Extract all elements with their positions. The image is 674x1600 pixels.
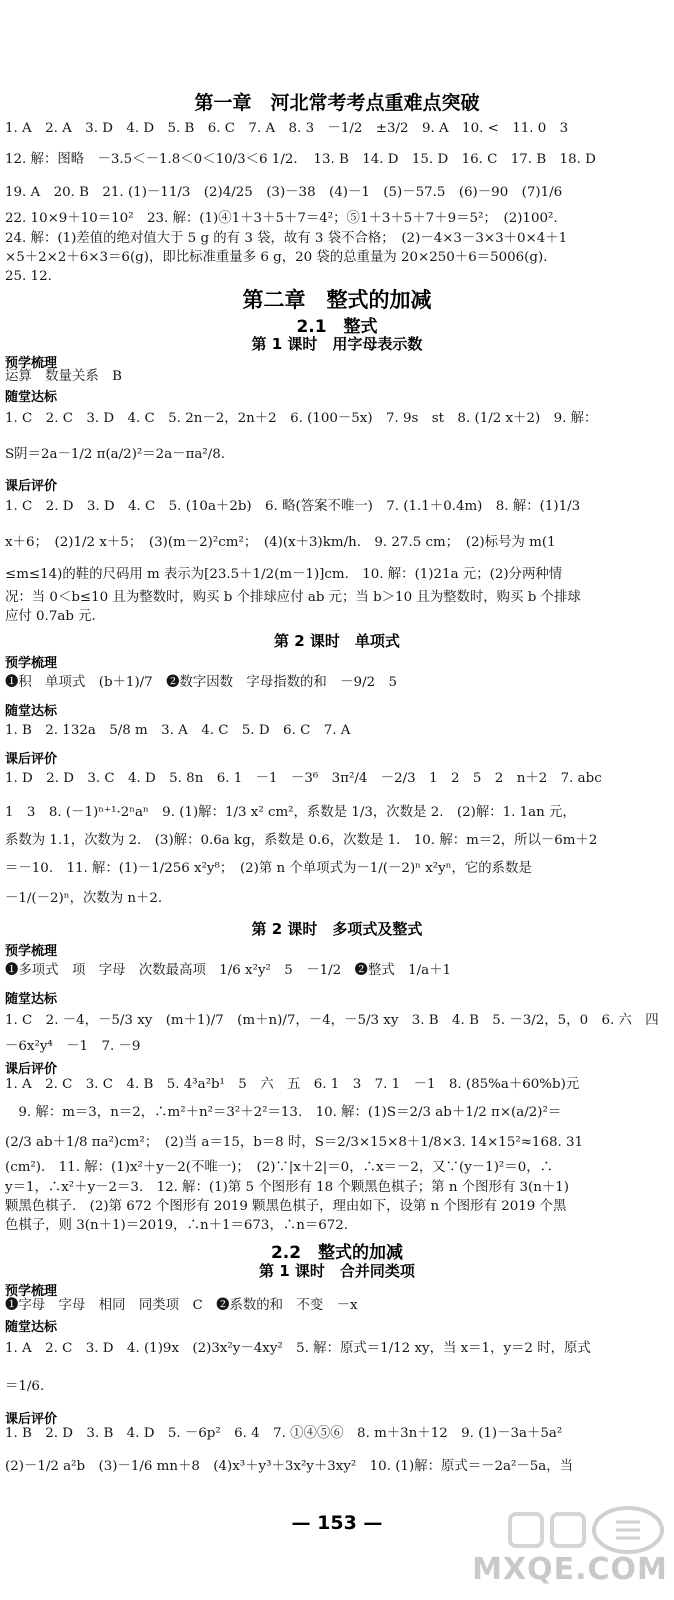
class-label: 随堂达标	[5, 704, 58, 719]
after-line: 色棋子，则 3(n＋1)＝2019，∴n＋1＝673，∴n＝672.	[5, 1218, 349, 1233]
after-line: 系数为 1.1，次数为 2. (3)解：0.6a kg，系数是 0.6，次数是 1. 10. 解：m＝2，所以－6m＋2	[5, 833, 598, 848]
preview-label: 预学梳理	[5, 656, 58, 671]
chapter-1-line: 25. 12.	[5, 269, 52, 284]
preview-label: 预学梳理	[5, 356, 58, 371]
lesson-title: 第 2 课时 单项式	[274, 632, 400, 650]
chapter-1-line: ×5＋2×2＋6×3＝6(g)，即比标准重量多 6 g，20 袋的总重量为 20×250＋6＝5006(g)．	[5, 250, 557, 265]
chapter-1-line: 22. 10×9＋10＝10² 23. 解：(1)④1＋3＋5＋7＝4²；⑤1＋3＋5＋7＋9＝5²； (2)100².	[5, 211, 558, 226]
class-line: S阴＝2a－1/2 π(a/2)²＝2a－πa²/8.	[5, 447, 226, 462]
after-line: y＝1，∴x²＋y－2＝3. 12. 解：(1)第 5 个图形有 18 个颗黑色棋子；第 n 个图形有 3(n＋1)	[5, 1180, 570, 1195]
after-line: 况：当 0＜b≤10 且为整数时，购买 b 个排球应付 ab 元；当 b＞10 且为整数时，购买 b 个排球	[5, 590, 581, 605]
chapter-1-line: 1. A 2. A 3. D 4. D 5. B 6. C 7. A 8. 3 －1/2 ±3/2 9. A 10. < 11. 0 3	[5, 121, 569, 136]
after-line: 1. A 2. C 3. C 4. B 5. 4³a²b¹ 5 六 五 6. 1 3 7. 1 －1 8. (85%a＋60%b)元	[5, 1077, 580, 1092]
class-line: －6x²y⁴ －1 7. －9	[5, 1039, 141, 1054]
preview-line: ❶多项式 项 字母 次数最高项 1/6 x²y² 5 －1/2 ❷整式 1/a＋1	[5, 963, 452, 978]
preview-label: 预学梳理	[5, 1284, 58, 1299]
chapter-1-title: 第一章 河北常考考点重难点突破	[194, 92, 480, 114]
chapter-1-line: 19. A 20. B 21. (1)－11/3 (2)4/25 (3)－38 (4)－1 (5)－57.5 (6)－90 (7)1/6	[5, 185, 563, 200]
after-line: 应付 0.7ab 元.	[5, 609, 96, 624]
after-line: 1. D 2. D 3. C 4. D 5. 8n 6. 1 －1 －3⁶ 3π²/4 －2/3 1 2 5 2 n＋2 7. abc	[5, 771, 602, 786]
chapter-1-line: 12. 解：图略 －3.5＜－1.8＜0＜10/3＜6 1/2． 13. B 14. D 15. D 16. C 17. B 18. D	[5, 152, 596, 167]
watermark-emblem-icon	[470, 1500, 670, 1556]
class-line: 1. B 2. 132a 5/8 m 3. A 4. C 5. D 6. C 7. A	[5, 723, 351, 738]
after-line: 1. C 2. D 3. D 4. C 5. (10a＋2b) 6. 略(答案不唯一) 7. (1.1＋0.4m) 8. 解：(1)1/3	[5, 499, 581, 514]
class-label: 随堂达标	[5, 1320, 58, 1335]
preview-line: ❶字母 字母 相同 同类项 C ❷系数的和 不变 －x	[5, 1298, 358, 1313]
after-label: 课后评价	[5, 479, 58, 494]
preview-label: 预学梳理	[5, 944, 58, 959]
after-line: ＝－10. 11. 解：(1)－1/256 x²y⁸； (2)第 n 个单项式为－1/(－2)ⁿ x²yⁿ，它的系数是	[5, 861, 532, 876]
class-line: 1. C 2. －4，－5/3 xy (m＋1)/7 (m＋n)/7，－4，－5/3 xy 3. B 4. B 5. －3/2，5，0 6. 六 四	[5, 1013, 659, 1028]
after-label: 课后评价	[5, 1412, 58, 1427]
class-label: 随堂达标	[5, 390, 58, 405]
preview-line: ❶积 单项式 (b＋1)/7 ❷数字因数 字母指数的和 －9/2 5	[5, 675, 398, 690]
after-line: －1/(－2)ⁿ，次数为 n＋2.	[5, 891, 163, 906]
after-label: 课后评价	[5, 752, 58, 767]
chapter-2-title: 第二章 整式的加减	[242, 288, 432, 312]
after-line: (2)－1/2 a²b (3)－1/6 mn＋8 (4)x³＋y³＋3x²y＋3xy² 10. (1)解：原式＝－2a²－5a，当	[5, 1459, 574, 1474]
page-number: — 153 —	[291, 1512, 383, 1534]
class-line: 1. C 2. C 3. D 4. C 5. 2n－2，2n＋2 6. (100－5x) 7. 9s st 8. (1/2 x＋2) 9. 解：	[5, 411, 598, 426]
after-line: (2/3 ab＋1/8 πa²)cm²； (2)当 a＝15，b＝8 时，S＝2/3×15×8＋1/8×3. 14×15²≈168. 31	[5, 1135, 584, 1150]
lesson-title: 第 1 课时 合并同类项	[259, 1262, 415, 1280]
lesson-title: 第 1 课时 用字母表示数	[251, 335, 423, 353]
after-line: ≤m≤14)的鞋的尺码用 m 表示为[23.5＋1/2(m－1)]cm. 10. 解：(1)21a 元；(2)分两种情	[5, 567, 563, 582]
watermark-text: MXQE.COM	[472, 1552, 668, 1587]
preview-line: 运算 数量关系 B	[5, 369, 122, 384]
class-line: ＝1/6.	[5, 1379, 45, 1394]
lesson-title: 第 2 课时 多项式及整式	[251, 920, 423, 938]
class-line: 1. A 2. C 3. D 4. (1)9x (2)3x²y－4xy² 5. 解：原式＝1/12 xy，当 x＝1，y＝2 时，原式	[5, 1341, 591, 1356]
class-label: 随堂达标	[5, 992, 58, 1007]
after-line: 1. B 2. D 3. B 4. D 5. －6p² 6. 4 7. ①④⑤⑥ 8. m＋3n＋12 9. (1)－3a＋5a²	[5, 1426, 563, 1441]
after-line: 颗黑色棋子. (2)第 672 个图形有 2019 颗黑色棋子，理由如下，设第 n 个图形有 2019 个黑	[5, 1199, 567, 1214]
section-2-2-title: 2.2 整式的加减	[270, 1243, 404, 1263]
after-line: (cm²). 11. 解：(1)x²＋y－2(不唯一)； (2)∵|x＋2|＝0，∴x＝－2，又∵(y－1)²＝0，∴	[5, 1160, 553, 1175]
section-2-1-title: 2.1 整式	[296, 317, 378, 337]
watermark-logo	[470, 1500, 670, 1596]
after-label: 课后评价	[5, 1062, 58, 1077]
after-line: 1 3 8. (－1)ⁿ⁺¹·2ⁿaⁿ 9. (1)解：1/3 x² cm²，系数是 1/3，次数是 2. (2)解：1. 1an 元，	[5, 805, 576, 820]
after-line: x＋6； (2)1/2 x＋5； (3)(m－2)²cm²； (4)(x＋3)km/h. 9. 27.5 cm； (2)标号为 m(1	[5, 535, 556, 550]
chapter-1-line: 24. 解：(1)差值的绝对值大于 5 g 的有 3 袋，故有 3 袋不合格； (2)－4×3－3×3＋0×4＋1	[5, 231, 568, 246]
after-line: 9. 解：m＝3，n＝2，∴m²＋n²＝3²＋2²＝13. 10. 解：(1)S＝2/3 ab＋1/2 π×(a/2)²＝	[5, 1105, 562, 1120]
